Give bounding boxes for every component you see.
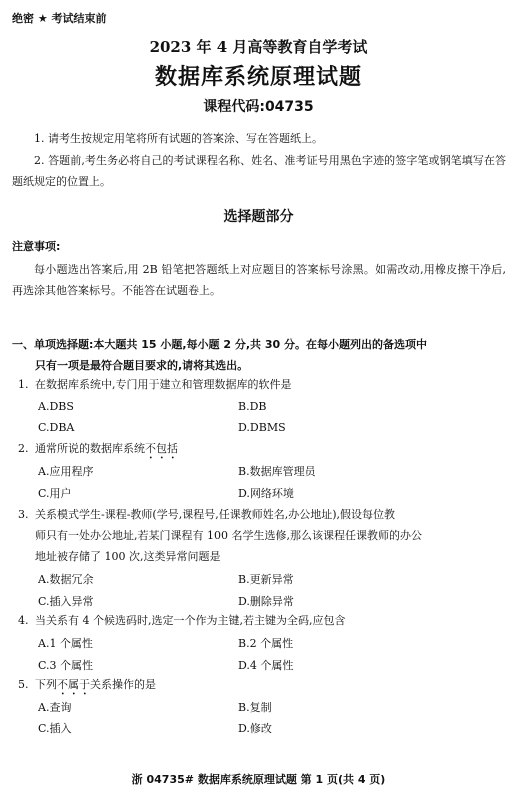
option-a: A.查询 bbox=[38, 701, 72, 714]
question-text-end: 关系操作的是 bbox=[90, 678, 156, 691]
part1-heading bbox=[12, 334, 506, 376]
option-a: A.数据冗余 bbox=[38, 573, 94, 586]
option-c: C.插入异常 bbox=[38, 595, 94, 608]
question-1 bbox=[18, 374, 508, 395]
question-emphasis: 不属于 bbox=[57, 678, 90, 691]
part1-heading-line1: 一、单项选择题:本大题共 15 小题,每小题 2 分,共 30 分。在每小题列出的备选项中 bbox=[12, 338, 428, 351]
exam-title: 2023 年 4 月高等教育自学考试 bbox=[149, 38, 368, 56]
question-text: 通常所说的数据库系统 bbox=[35, 442, 145, 455]
option-d: D.4 个属性 bbox=[238, 659, 294, 672]
option-d: D.修改 bbox=[238, 722, 272, 735]
question-text: 当关系有 4 个候选码时,选定一个作为主键,若主键为全码,应包含 bbox=[35, 614, 346, 627]
instruction-1: 1. 请考生按规定用笔将所有试题的答案涂、写在答题纸上。 bbox=[34, 132, 323, 145]
option-d: D.网络环境 bbox=[238, 487, 294, 500]
option-a: A.应用程序 bbox=[38, 465, 94, 478]
note-text: 每小题选出答案后,用 2B 铅笔把答题纸上对应题目的答案标号涂黑。如需改动,用橡皮擦干净后,再选涂其他答案标号。不能答在试题卷上。 bbox=[12, 263, 506, 297]
option-d: D.删除异常 bbox=[238, 595, 294, 608]
question-3 bbox=[18, 504, 508, 567]
question-text-line1: 关系模式学生-课程-教师(学号,课程号,任课教师姓名,办公地址),假设每位教 bbox=[35, 508, 396, 521]
option-c: C.DBA bbox=[38, 421, 75, 434]
option-b: B.DB bbox=[238, 400, 267, 413]
subject-title: 数据库系统原理试题 bbox=[154, 65, 362, 90]
option-b: B.更新异常 bbox=[238, 573, 294, 586]
course-code: 课程代码:04735 bbox=[203, 99, 314, 115]
question-4 bbox=[18, 610, 508, 631]
note-label: 注意事项: bbox=[12, 240, 61, 253]
option-c: C.用户 bbox=[38, 487, 72, 500]
option-a: A.DBS bbox=[38, 400, 74, 413]
instruction-2: 2. 答题前,考生务必将自己的考试课程名称、姓名、准考证号用黑色字迹的签字笔或钢笔填写在答题纸规定的位置上。 bbox=[12, 154, 506, 188]
option-d: D.DBMS bbox=[238, 421, 286, 434]
question-5 bbox=[18, 674, 508, 698]
page-footer: 浙 04735# 数据库系统原理试题 第 1 页(共 4 页) bbox=[131, 773, 386, 786]
question-text: 下列 bbox=[35, 678, 57, 691]
question-number: 2. bbox=[18, 442, 29, 455]
question-text-line3: 地址被存储了 100 次,这类异常问题是 bbox=[35, 550, 221, 563]
option-c: C.插入 bbox=[38, 722, 72, 735]
option-b: B.数据库管理员 bbox=[238, 465, 316, 478]
question-number: 5. bbox=[18, 678, 29, 691]
security-label: 绝密 ★ 考试结束前 bbox=[12, 12, 107, 25]
section-title: 选择题部分 bbox=[223, 209, 294, 225]
question-text: 在数据库系统中,专门用于建立和管理数据库的软件是 bbox=[35, 378, 292, 391]
question-emphasis: 不包括 bbox=[145, 442, 178, 455]
part1-heading-line2: 只有一项是最符合题目要求的,请将其选出。 bbox=[35, 359, 249, 372]
question-number: 1. bbox=[18, 378, 29, 391]
question-number: 4. bbox=[18, 614, 29, 627]
option-c: C.3 个属性 bbox=[38, 659, 94, 672]
option-a: A.1 个属性 bbox=[38, 637, 93, 650]
question-number: 3. bbox=[18, 508, 29, 521]
question-2 bbox=[18, 438, 508, 462]
question-text-line2: 师只有一处办公地址,若某门课程有 100 名学生选修,那么该课程任课教师的办公 bbox=[35, 529, 422, 542]
option-b: B.复制 bbox=[238, 701, 272, 714]
option-b: B.2 个属性 bbox=[238, 637, 294, 650]
